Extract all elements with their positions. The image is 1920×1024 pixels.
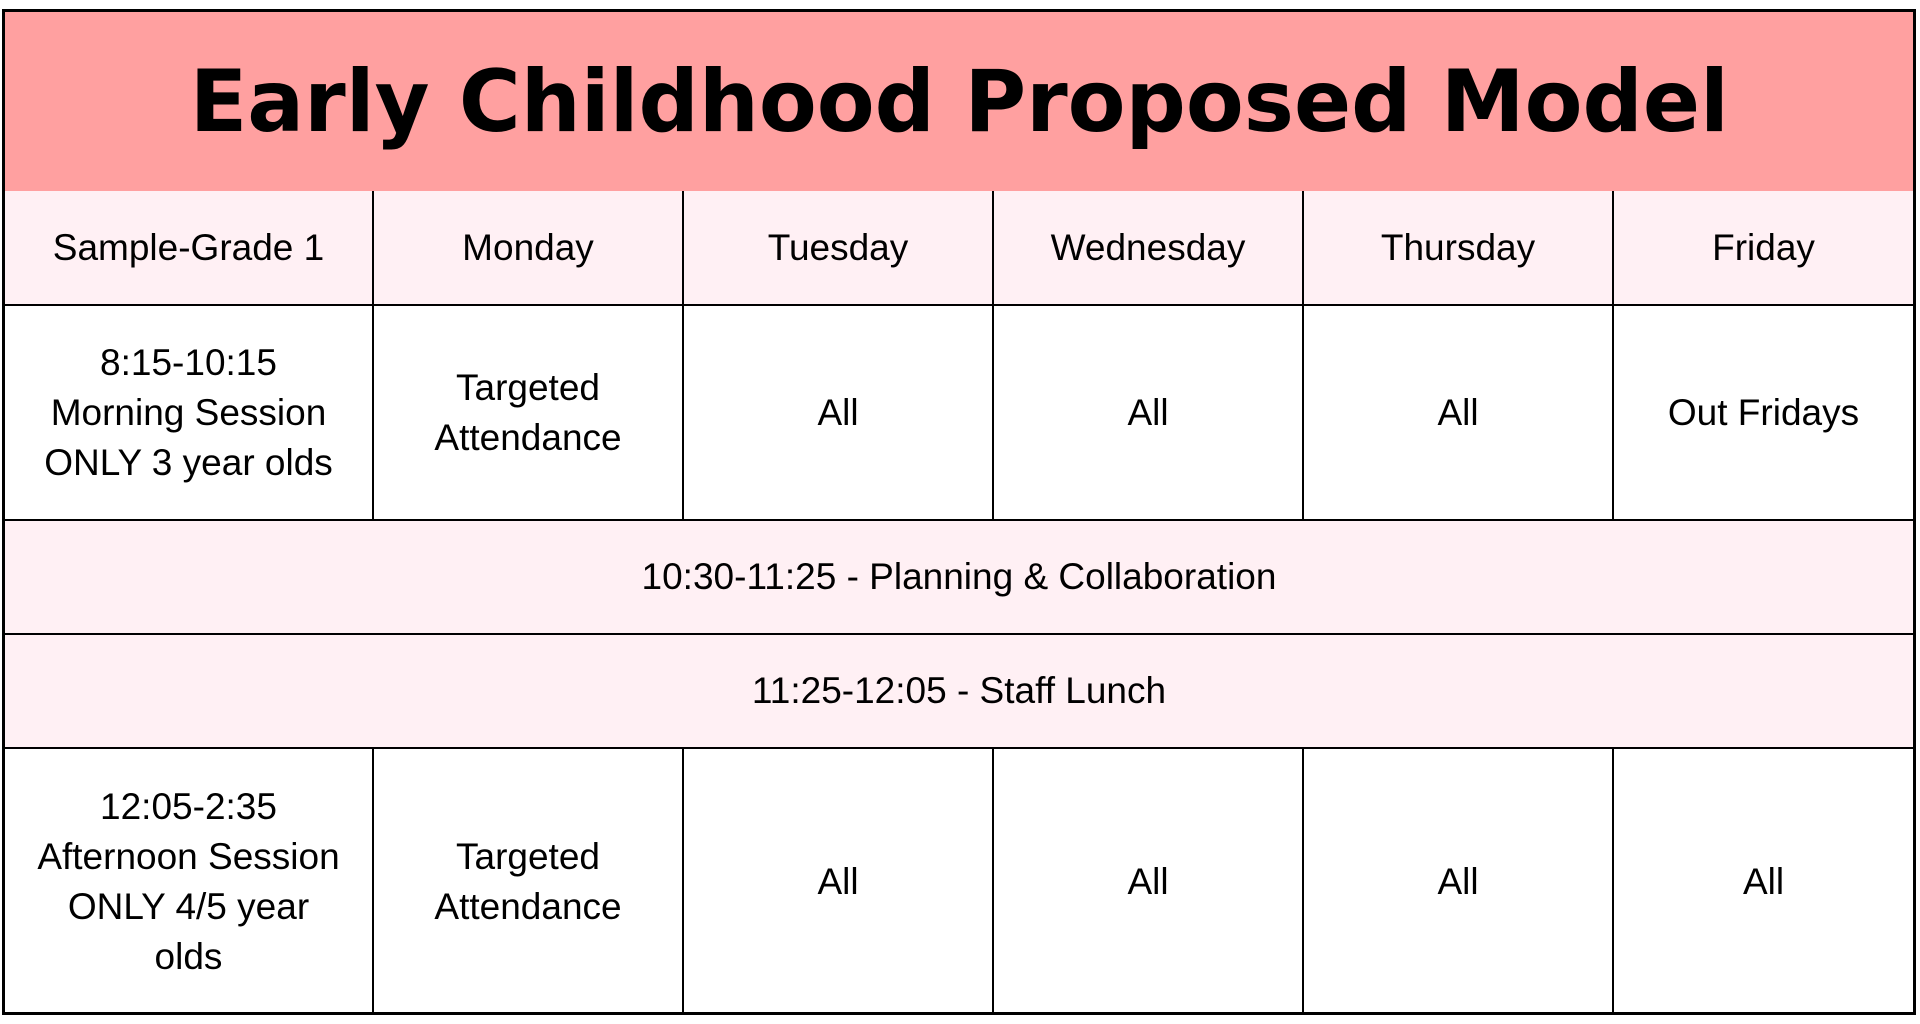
header-cell-monday: Monday <box>373 191 683 305</box>
header-cell-wednesday: Wednesday <box>993 191 1303 305</box>
afternoon-monday-line-2: Attendance <box>434 886 622 927</box>
morning-session-name: Morning Session <box>50 391 327 433</box>
morning-thursday-cell: All <box>1303 305 1613 520</box>
afternoon-session-row <box>5 748 1913 1015</box>
header-cell-thursday: Thursday <box>1303 191 1613 305</box>
morning-tuesday-cell: All <box>683 305 993 520</box>
header-cell-sample-grade: Sample-Grade 1 <box>5 191 373 305</box>
header-cell-tuesday: Tuesday <box>683 191 993 305</box>
afternoon-session-label <box>5 748 373 1015</box>
morning-monday-line-1: Targeted <box>456 366 600 408</box>
morning-monday-line-2: Attendance <box>434 416 622 458</box>
afternoon-session-name: Afternoon Session <box>37 836 340 877</box>
lunch-row <box>5 634 1913 748</box>
afternoon-friday-cell: All <box>1613 748 1913 1015</box>
planning-collaboration-cell: 10:30-11:25 - Planning & Collaboration <box>5 520 1913 634</box>
planning-row <box>5 520 1913 634</box>
afternoon-monday-cell <box>373 748 683 1015</box>
title-banner <box>5 12 1913 194</box>
schedule-table <box>5 191 1913 1015</box>
morning-session-audience: ONLY 3 year olds <box>44 441 333 483</box>
header-row <box>5 191 1913 305</box>
afternoon-thursday-cell: All <box>1303 748 1613 1015</box>
afternoon-session-audience: ONLY 4/5 year <box>67 886 310 927</box>
schedule-sheet <box>2 9 1916 1015</box>
morning-wednesday-cell: All <box>993 305 1303 520</box>
afternoon-monday-line-1: Targeted <box>456 836 600 877</box>
page-title: Early Childhood Proposed Model <box>189 51 1729 152</box>
afternoon-tuesday-cell: All <box>683 748 993 1015</box>
afternoon-session-time: 12:05-2:35 <box>100 786 277 827</box>
morning-session-time: 8:15-10:15 <box>100 341 277 383</box>
header-cell-friday: Friday <box>1613 191 1913 305</box>
afternoon-wednesday-cell: All <box>993 748 1303 1015</box>
afternoon-session-audience-cont: olds <box>154 936 223 977</box>
morning-monday-cell <box>373 305 683 520</box>
staff-lunch-cell: 11:25-12:05 - Staff Lunch <box>5 634 1913 748</box>
morning-session-label <box>5 305 373 520</box>
morning-friday-cell: Out Fridays <box>1613 305 1913 520</box>
morning-session-row <box>5 305 1913 520</box>
